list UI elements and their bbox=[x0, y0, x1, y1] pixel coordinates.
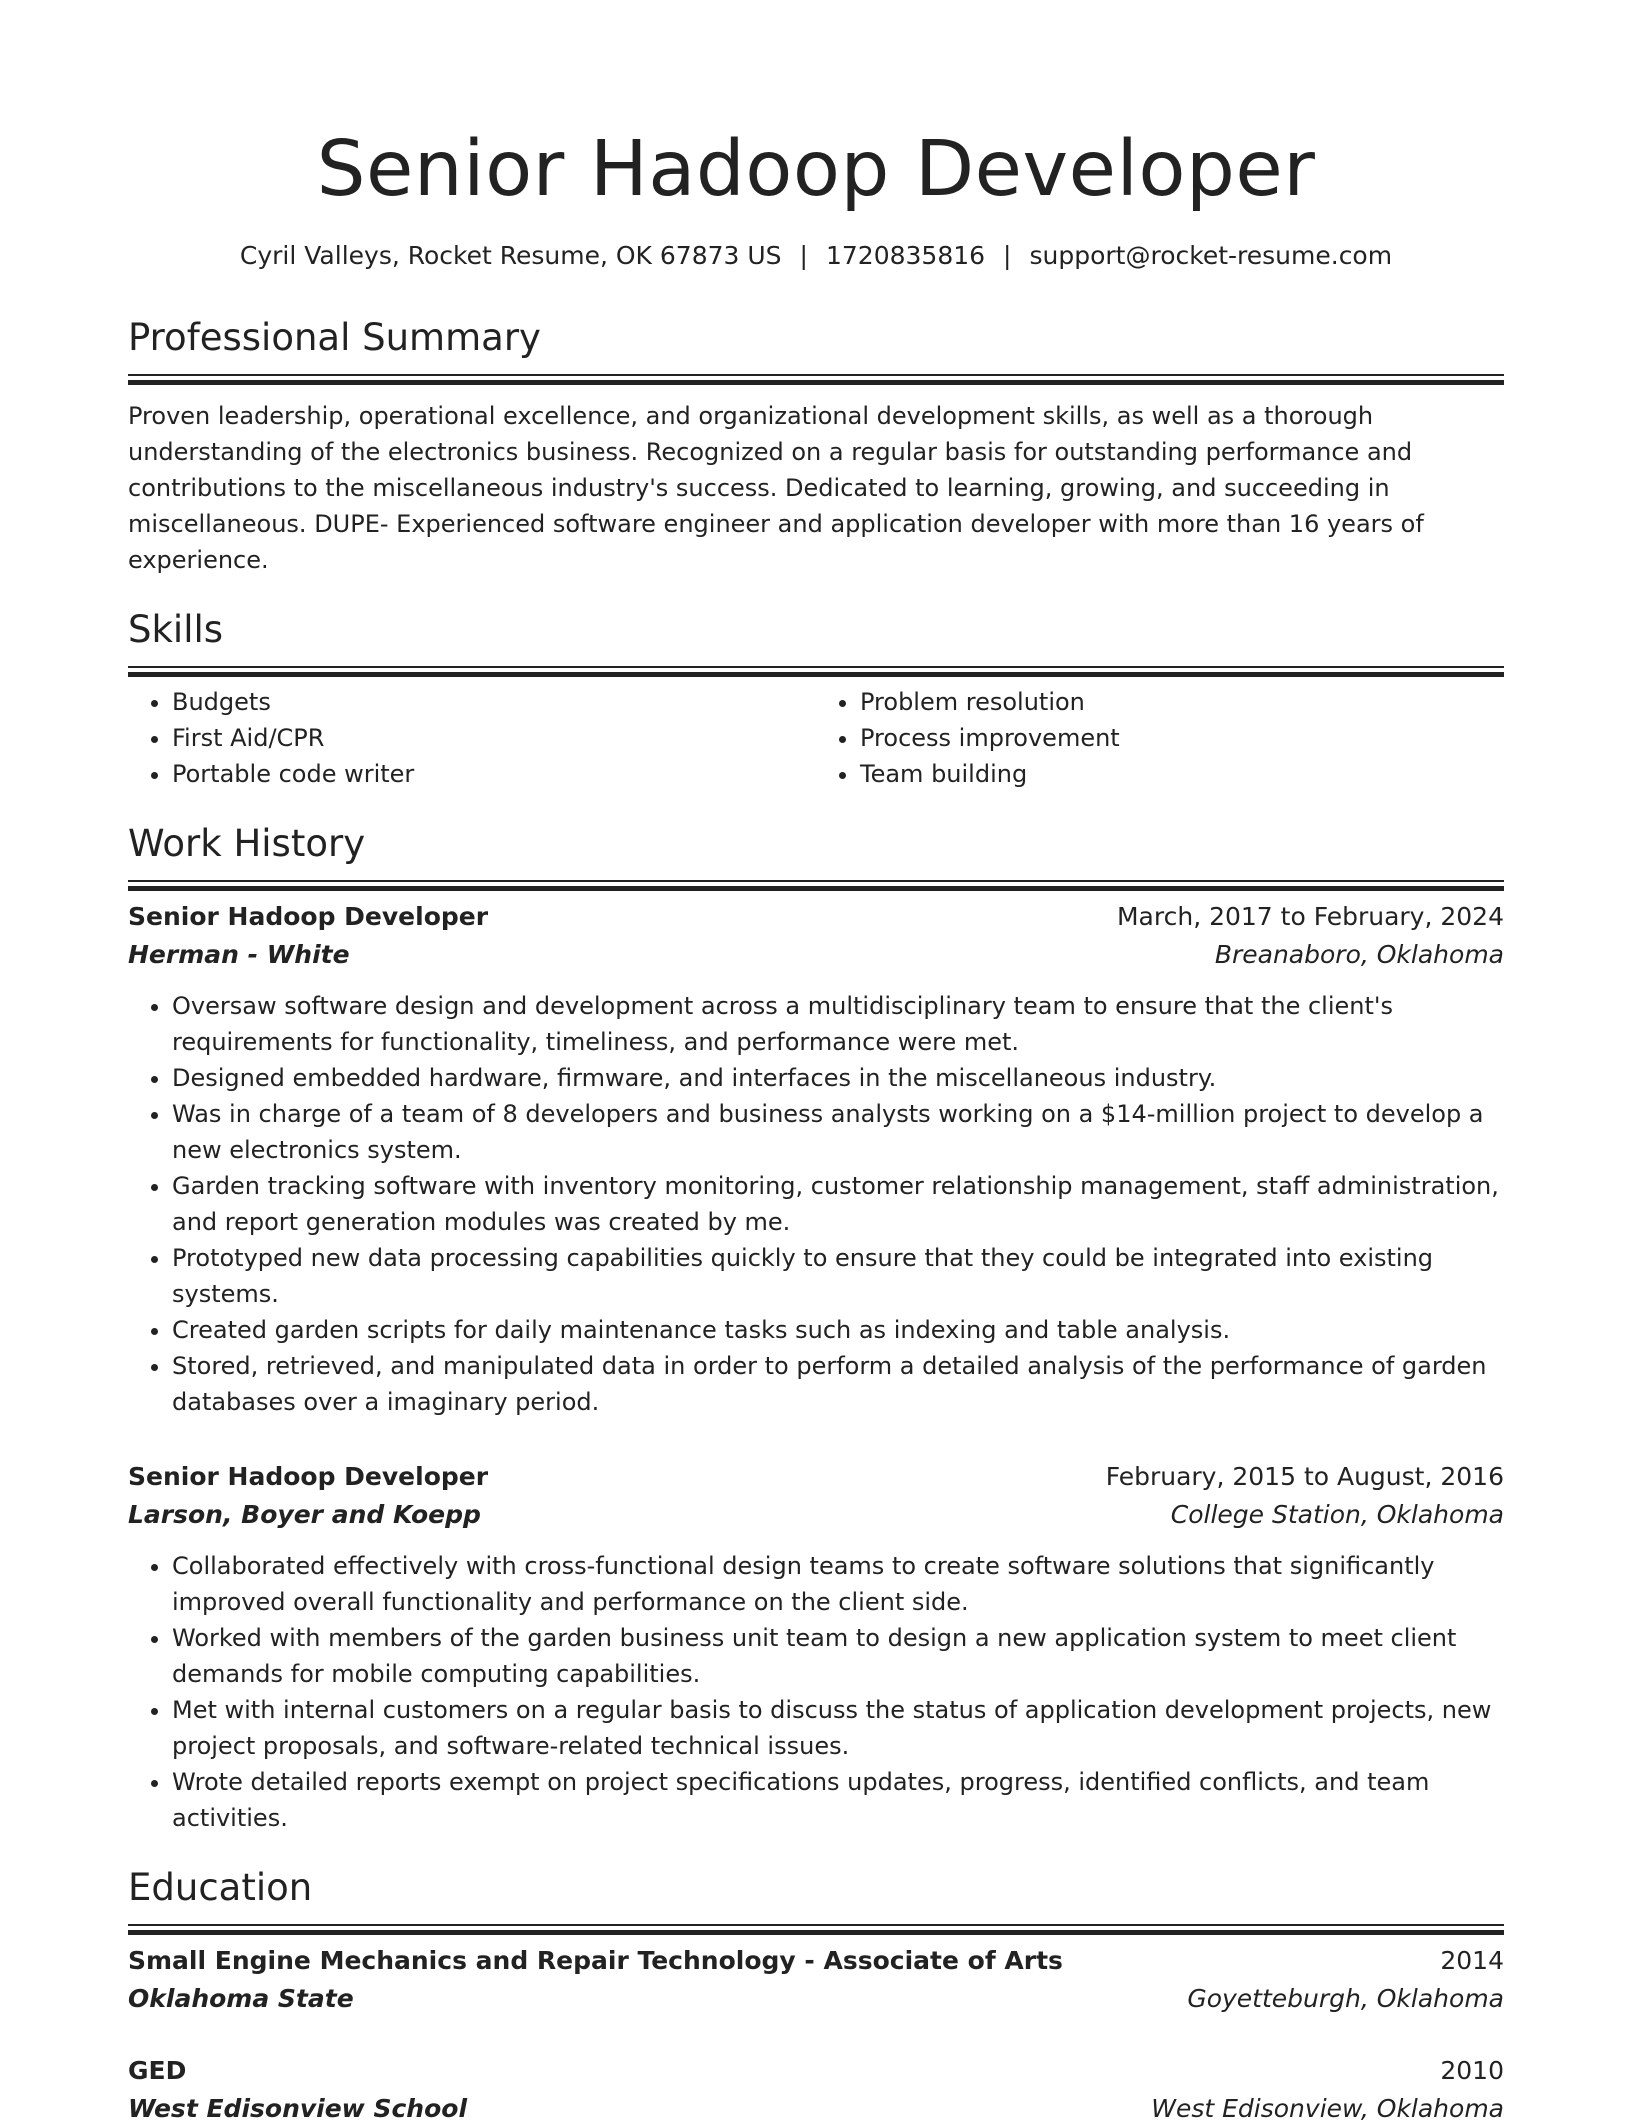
job-dates: March, 2017 to February, 2024 bbox=[1116, 902, 1504, 931]
skill-item: • Budgets bbox=[172, 684, 816, 720]
section-title-skills: Skills bbox=[128, 608, 224, 651]
summary-text: Proven leadership, operational excellence, and organizational development skills, as well as a thorough understanding of the electronics business. Recognized on a regular basis for outstanding performance and contributions to the miscellaneous industry's success. Dedicated to learning, growing, and succeeding in miscellaneous. DUPE- Experienced software engineer and application developer with more than 16 years of experience. bbox=[128, 402, 1424, 574]
job-bullets bbox=[128, 988, 1504, 1420]
job-title: Senior Hadoop Developer bbox=[128, 902, 489, 931]
section-divider bbox=[128, 374, 1504, 376]
section-divider bbox=[128, 666, 1504, 668]
job-bullet: • Designed embedded hardware, firmware, and interfaces in the miscellaneous industry. bbox=[172, 1060, 1504, 1096]
summary-body bbox=[128, 398, 1504, 578]
job-company: Larson, Boyer and Koepp bbox=[128, 1500, 481, 1529]
job-company-row bbox=[128, 1496, 1504, 1534]
education-header-row bbox=[128, 1942, 1504, 1980]
job-bullet: • Created garden scripts for daily maintenance tasks such as indexing and table analysis. bbox=[172, 1312, 1504, 1348]
education-location: West Edisonview, Oklahoma bbox=[1151, 2094, 1504, 2123]
skill-item: • First Aid/CPR bbox=[172, 720, 816, 756]
job-bullet: • Wrote detailed reports exempt on project specifications updates, progress, identified conflicts, and team activities. bbox=[172, 1764, 1504, 1836]
education-school-row bbox=[128, 1980, 1504, 2018]
education-school: West Edisonview School bbox=[128, 2094, 468, 2123]
job-bullet: • Oversaw software design and development across a multidisciplinary team to ensure that the client's requirements for functionality, timeliness, and performance were met. bbox=[172, 988, 1504, 1060]
skill-item: • Process improvement bbox=[860, 720, 1504, 756]
education-entry bbox=[128, 2052, 1504, 2128]
education-year: 2014 bbox=[1440, 1946, 1504, 1975]
section-title-education: Education bbox=[128, 1866, 313, 1909]
section-title-work: Work History bbox=[128, 822, 366, 865]
skill-item: • Portable code writer bbox=[172, 756, 816, 792]
job-header-row bbox=[128, 1458, 1504, 1496]
skill-item: • Problem resolution bbox=[860, 684, 1504, 720]
education-body bbox=[128, 1942, 1504, 2128]
resume-name: Senior Hadoop Developer bbox=[316, 125, 1316, 214]
contact-email: support@rocket-resume.com bbox=[1029, 241, 1393, 270]
work-section bbox=[128, 820, 1504, 1836]
education-degree: GED bbox=[128, 2056, 187, 2085]
skills-column-right bbox=[816, 684, 1504, 792]
education-section bbox=[128, 1864, 1504, 2128]
education-school-row bbox=[128, 2090, 1504, 2128]
job-company-row bbox=[128, 936, 1504, 974]
job-bullets bbox=[128, 1548, 1504, 1836]
job-bullet: • Collaborated effectively with cross-functional design teams to create software solutions that significantly improved overall functionality and performance on the client side. bbox=[172, 1548, 1504, 1620]
job-location: Breanaboro, Oklahoma bbox=[1214, 940, 1504, 969]
education-entry bbox=[128, 1942, 1504, 2018]
education-year: 2010 bbox=[1440, 2056, 1504, 2085]
skill-item: • Team building bbox=[860, 756, 1504, 792]
education-degree: Small Engine Mechanics and Repair Technology - Associate of Arts bbox=[128, 1946, 1063, 1975]
education-location: Goyetteburgh, Oklahoma bbox=[1187, 1984, 1504, 2013]
education-header-row bbox=[128, 2052, 1504, 2090]
skills-section bbox=[128, 606, 1504, 792]
job-bullet: • Worked with members of the garden business unit team to design a new application system to meet client demands for mobile computing capabilities. bbox=[172, 1620, 1504, 1692]
summary-section bbox=[128, 314, 1504, 578]
job-header-row bbox=[128, 898, 1504, 936]
job-title: Senior Hadoop Developer bbox=[128, 1462, 489, 1491]
education-school: Oklahoma State bbox=[128, 1984, 354, 2013]
contact-line bbox=[128, 238, 1504, 274]
job-company: Herman - White bbox=[128, 940, 350, 969]
job-location: College Station, Oklahoma bbox=[1170, 1500, 1504, 1529]
job-bullet: • Was in charge of a team of 8 developers and business analysts working on a $14-million project to develop a new electronics system. bbox=[172, 1096, 1504, 1168]
skills-list bbox=[128, 684, 1504, 792]
section-divider bbox=[128, 1924, 1504, 1926]
contact-address: Cyril Valleys, Rocket Resume, OK 67873 US bbox=[239, 241, 782, 270]
job-entry bbox=[128, 898, 1504, 1420]
job-bullet: • Garden tracking software with inventory monitoring, customer relationship management, staff administration, and report generation modules was created by me. bbox=[172, 1168, 1504, 1240]
contact-phone: 1720835816 bbox=[825, 241, 986, 270]
skills-column-left bbox=[128, 684, 816, 792]
section-divider bbox=[128, 880, 1504, 882]
job-dates: February, 2015 to August, 2016 bbox=[1105, 1462, 1504, 1491]
job-entry bbox=[128, 1458, 1504, 1836]
section-title-summary: Professional Summary bbox=[128, 316, 541, 359]
job-bullet: • Prototyped new data processing capabilities quickly to ensure that they could be integrated into existing systems. bbox=[172, 1240, 1504, 1312]
work-body bbox=[128, 898, 1504, 1836]
job-bullet: • Met with internal customers on a regular basis to discuss the status of application development projects, new project proposals, and software-related technical issues. bbox=[172, 1692, 1504, 1764]
contact-separator: | bbox=[1003, 241, 1012, 270]
contact-separator: | bbox=[799, 241, 808, 270]
job-bullet: • Stored, retrieved, and manipulated data in order to perform a detailed analysis of the performance of garden databases over a imaginary period. bbox=[172, 1348, 1504, 1420]
